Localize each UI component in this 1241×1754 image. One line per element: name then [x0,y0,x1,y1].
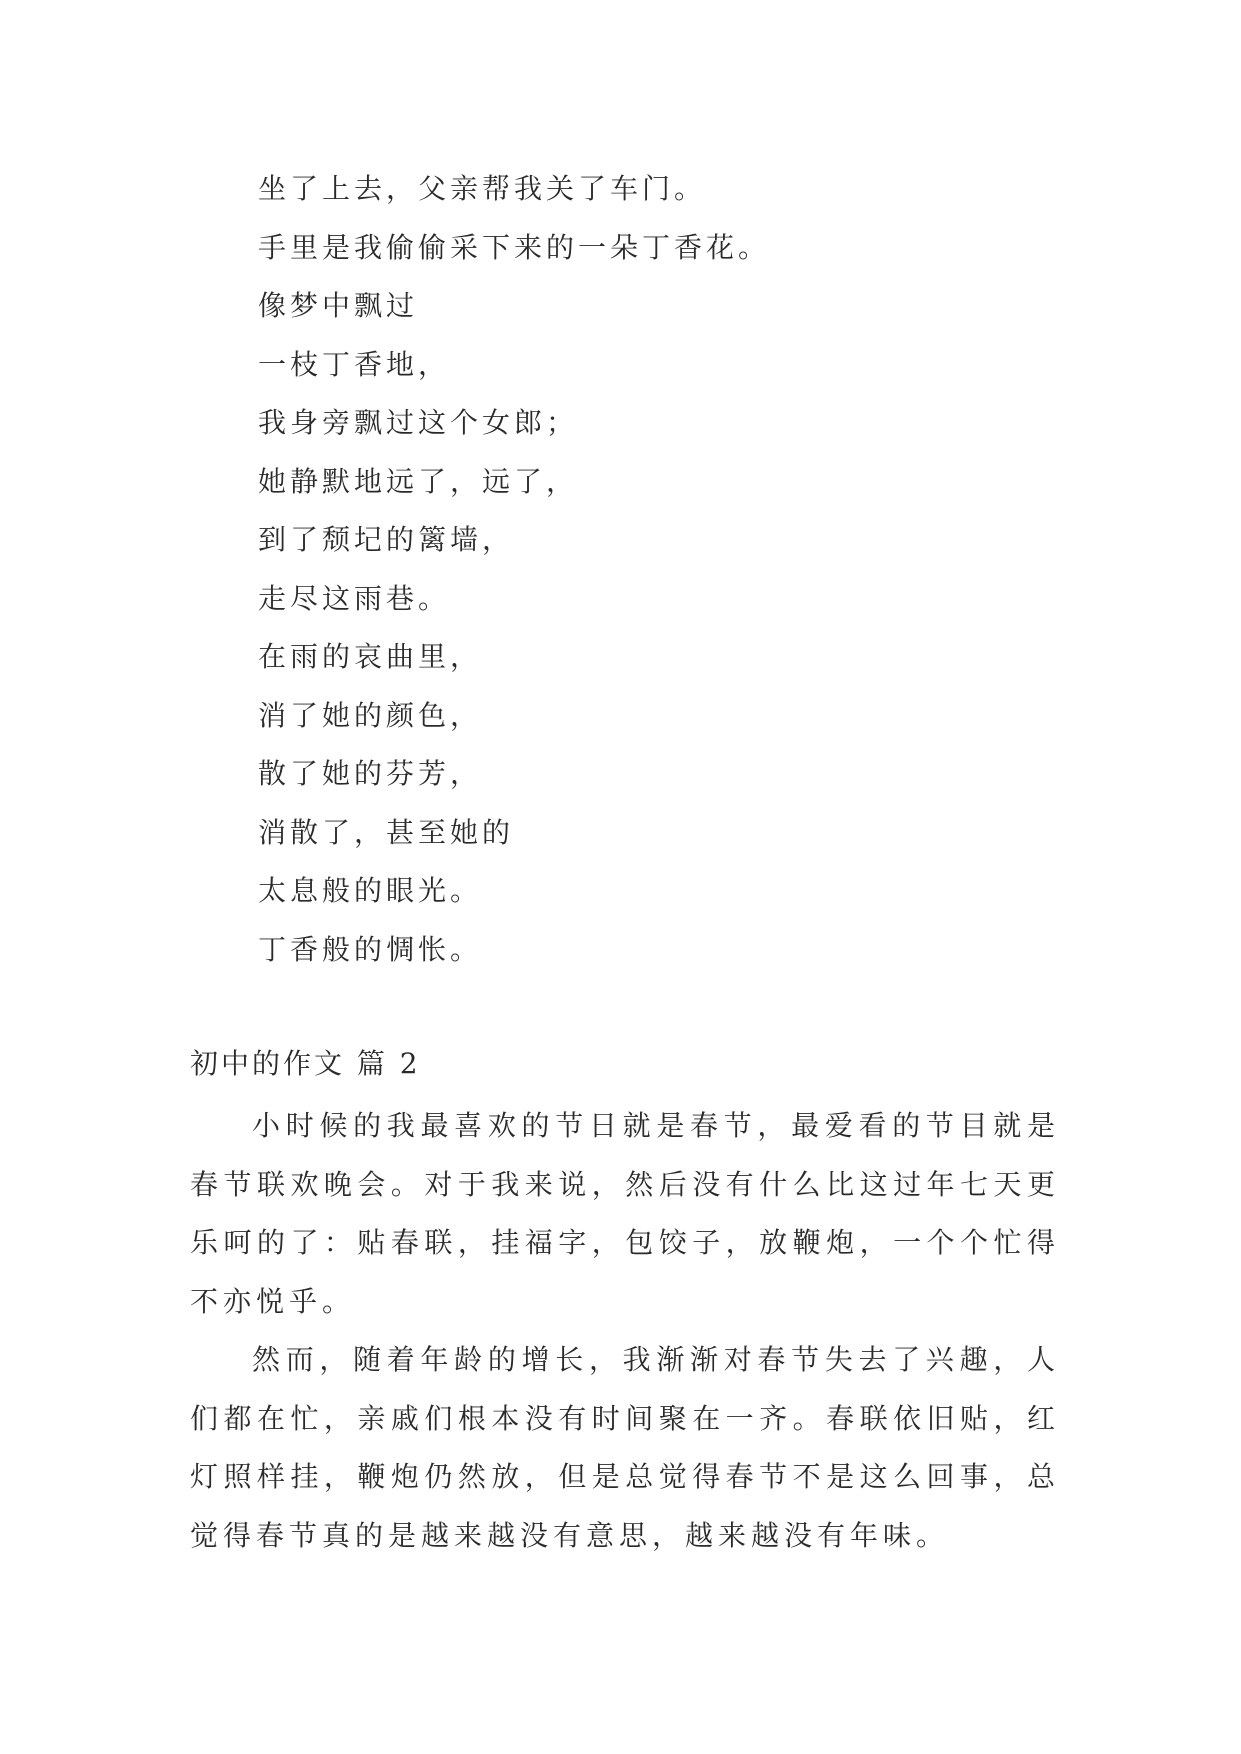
poem-line: 到了颓圮的篱墙， [258,523,515,556]
essay-body [190,1097,1060,1565]
essay-paragraph: 然而，随着年龄的增长，我渐渐对春节失去了兴趣，人们都在忙，亲戚们根本没有时间聚在一齐。春联依旧贴，红灯照样挂，鞭炮仍然放，但是总觉得春节不是这么回事，总觉得春节真的是越来越没有意思，越来越没有年味。 [190,1343,1060,1552]
poem-line: 在雨的哀曲里， [258,640,483,673]
poem-line: 太息般的眼光。 [258,874,483,907]
poem-line: 走尽这雨巷。 [258,581,451,615]
poem-line: 她静默地远了，远了， [258,464,579,498]
section-title: 初中的作文 篇 2 [190,1047,421,1080]
essay-paragraph: 小时候的我最喜欢的节日就是春节，最爱看的节目就是春节联欢晚会。对于我来说，然后没有什么比这过年七天更乐呵的了：贴春联，挂福字，包饺子，放鞭炮，一个个忙得不亦悦乎。 [190,1109,1060,1318]
poem-line: 我身旁飘过这个女郎； [258,406,579,439]
poem-line: 散了她的芬芳， [258,757,483,790]
poem-line: 消散了，甚至她的 [258,815,515,849]
poem-line: 消了她的颜色， [258,698,483,732]
poem-line: 坐了上去，父亲帮我关了车门。 [258,172,707,205]
poem-line: 像梦中飘过 [258,289,419,322]
poem-block [258,160,770,979]
poem-line: 一枝丁香地， [258,347,451,381]
poem-line: 丁香般的惆怅。 [258,932,483,966]
poem-line: 手里是我偷偷采下来的一朵丁香花。 [258,230,771,264]
